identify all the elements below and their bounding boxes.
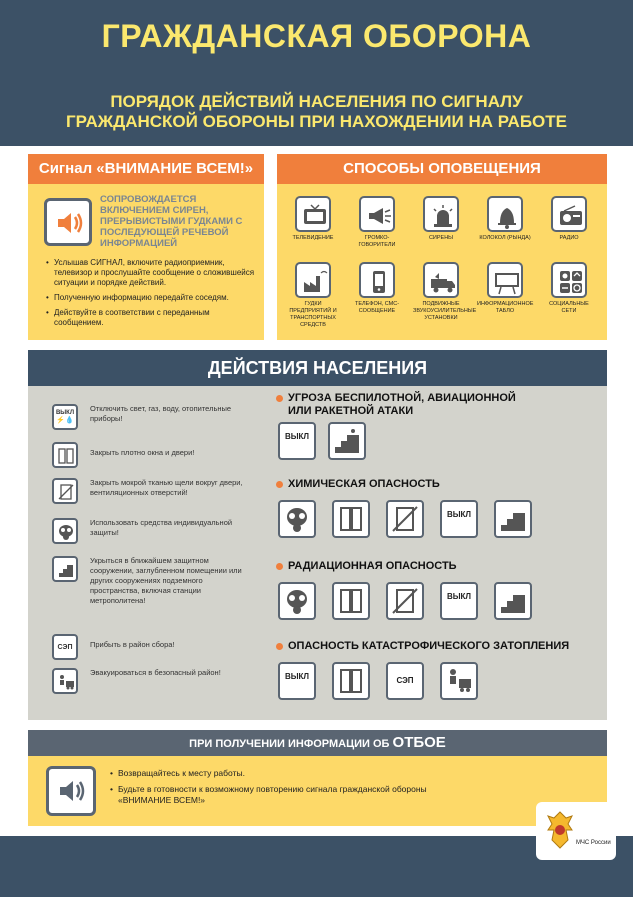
threat-title: ХИМИЧЕСКАЯ ОПАСНОСТЬ (276, 478, 596, 491)
threat-title-line: ИЛИ РАКЕТНОЙ АТАКИ (288, 405, 414, 417)
method-label: ТЕЛЕВИДЕНИЕ (292, 235, 334, 241)
switch-off-icon (278, 662, 316, 700)
method-siren (413, 196, 469, 242)
method-label: ГРОМКО-ГОВОРИТЕЛИ (358, 235, 396, 248)
phone-icon (359, 262, 395, 298)
action-text: Отключить свет, газ, воду, отопительные приборы! (90, 404, 232, 423)
subtitle-line-2: ГРАЖДАНСКОЙ ОБОРОНЫ ПРИ НАХОЖДЕНИИ НА РАБОТЕ (65, 112, 568, 131)
loudspeaker-icon (359, 196, 395, 232)
signal-panel (28, 154, 264, 340)
methods-panel (277, 154, 607, 340)
threat-flood (276, 640, 596, 685)
signal-bullet: • Полученную информацию передайте соседям. (44, 293, 258, 303)
method-social (541, 262, 597, 315)
speaker-icon (44, 198, 92, 246)
method-label: СОЦИАЛЬНЫЕ СЕТИ (549, 301, 589, 314)
threat-title: РАДИАЦИОННАЯ ОПАСНОСТЬ (276, 560, 596, 573)
switch-off-icon (278, 422, 316, 460)
signal-bullet: • Услышав СИГНАЛ, включите радиоприемник, телевизор и прослушайте сообщение о сложившейся ситуации и порядке действий. (44, 258, 258, 288)
threat-title: ОПАСНОСТЬ КАТАСТРОФИЧЕСКОГО ЗАТОПЛЕНИЯ (276, 640, 596, 653)
method-label: ИНФОРМАЦИОННОЕ ТАБЛО (477, 301, 534, 314)
threat-title-line: УГРОЗА БЕСПИЛОТНОЙ, АВИАЦИОННОЙ (288, 392, 516, 404)
page-title: ГРАЖДАНСКАЯ ОБОРОНА (101, 18, 532, 54)
threat-attack (276, 392, 596, 441)
seal-gaps-icon (386, 582, 424, 620)
evacuate-icon (440, 662, 478, 700)
header (0, 0, 633, 146)
emblem-icon (546, 810, 574, 850)
action-text: Закрыть плотно окна и двери! (90, 448, 195, 457)
method-phone (349, 262, 405, 315)
method-label: ПОДВИЖНЫЕ ЗВУКОУСИЛИТЕЛЬНЫЕ УСТАНОВКИ (413, 301, 477, 321)
method-bell (477, 196, 533, 242)
signal-bullet: • Действуйте в соответствии с переданным сообщением. (44, 308, 258, 328)
method-truck (413, 262, 477, 322)
shelter-icon (52, 556, 78, 582)
gas-mask-icon (278, 500, 316, 538)
close-doors-icon (332, 662, 370, 700)
icon-label: СЭП (57, 644, 73, 651)
tv-icon (295, 196, 331, 232)
switch-off-icon: ВЫКЛ ⚡💧 (52, 404, 78, 430)
icon-label: ВЫКЛ (284, 432, 310, 441)
close-doors-icon (332, 582, 370, 620)
method-label: РАДИО (559, 235, 579, 241)
radio-icon (551, 196, 587, 232)
icon-label: ВЫКЛ (55, 410, 75, 416)
cancel-panel (28, 756, 607, 826)
gas-mask-icon (278, 582, 316, 620)
social-icon (551, 262, 587, 298)
bell-icon (487, 196, 523, 232)
shelter-icon (328, 422, 366, 460)
subtitle-line-1: ПОРЯДОК ДЕЙСТВИЙ НАСЕЛЕНИЯ ПО СИГНАЛУ (110, 92, 523, 111)
signal-bullets (44, 258, 258, 333)
methods-heading: СПОСОБЫ ОПОВЕЩЕНИЯ (277, 154, 607, 184)
truck-icon (423, 262, 459, 298)
threat-chemical (276, 478, 596, 519)
action-text: Эвакуироваться в безопасный район! (90, 668, 221, 677)
shelter-icon (494, 582, 532, 620)
switch-off-icon (440, 582, 478, 620)
cancel-heading-big: ОТБОЕ (392, 734, 446, 751)
method-factory (285, 262, 341, 329)
close-doors-icon (52, 442, 78, 468)
method-board (477, 262, 533, 315)
page-subtitle (0, 92, 633, 132)
cancel-bullet: • Будьте в готовности к возможному повторению сигнала гражданской обороны «ВНИМАНИЕ ВСЕМ!» (108, 784, 428, 806)
method-label: ГУДКИ ПРЕДПРИЯТИЙ И ТРАНСПОРТНЫХ СРЕДСТВ (289, 301, 337, 328)
method-radio (541, 196, 597, 242)
close-doors-icon (332, 500, 370, 538)
action-text: Укрыться в ближайшем защитном сооружении, заглубленном помещении или других сооружениях подземного пространства, включая станции метрополитена! (90, 556, 242, 605)
method-loudspeaker (349, 196, 405, 249)
signal-description: СОПРОВОЖДАЕТСЯ ВКЛЮЧЕНИЕМ СИРЕН, ПРЕРЫВИСТЫМИ ГУДКАМИ С ПОСЛЕДУЮЩЕЙ РЕЧЕВОЙ ИНФОРМАЦИЕЙ (100, 194, 243, 249)
actions-heading: ДЕЙСТВИЯ НАСЕЛЕНИЯ (28, 350, 607, 386)
threat-title (276, 392, 596, 418)
board-icon (487, 262, 523, 298)
seal-gaps-icon (386, 500, 424, 538)
icon-label: СЭП (396, 676, 414, 685)
siren-icon (423, 196, 459, 232)
method-label: КОЛОКОЛ (РЫНДА) (479, 235, 531, 241)
cancel-bullet: • Возвращайтесь к месту работы. (108, 768, 428, 779)
method-label: ТЕЛЕФОН, СМС-СООБЩЕНИЕ (354, 301, 400, 314)
threat-radiation (276, 560, 596, 601)
speaker-icon (46, 766, 96, 816)
icon-label: ВЫКЛ (446, 592, 472, 601)
factory-icon (295, 262, 331, 298)
evacuate-icon (52, 668, 78, 694)
shelter-icon (494, 500, 532, 538)
method-label: СИРЕНЫ (428, 235, 454, 241)
sep-icon (52, 634, 78, 660)
switch-off-icon (440, 500, 478, 538)
icon-label: ВЫКЛ (446, 510, 472, 519)
actions-panel (28, 350, 607, 720)
cancel-heading-prefix: ПРИ ПОЛУЧЕНИИ ИНФОРМАЦИИ ОБ (189, 738, 390, 750)
logo-text: МЧС России (576, 840, 611, 846)
mchs-logo (536, 802, 616, 860)
cancel-bullets (108, 768, 428, 811)
method-tv (285, 196, 341, 242)
sep-icon (386, 662, 424, 700)
cancel-heading (28, 730, 607, 756)
action-text: Прибыть в район сбора! (90, 640, 175, 649)
signal-heading: Сигнал «ВНИМАНИЕ ВСЕМ!» (28, 154, 264, 184)
action-text: Использовать средства индивидуальной защиты! (90, 518, 233, 537)
gas-mask-icon (52, 518, 78, 544)
seal-gaps-icon (52, 478, 78, 504)
action-text: Закрыть мокрой тканью щели вокруг двери, вентиляционных отверстий! (90, 478, 243, 497)
icon-label: ВЫКЛ (284, 672, 310, 681)
